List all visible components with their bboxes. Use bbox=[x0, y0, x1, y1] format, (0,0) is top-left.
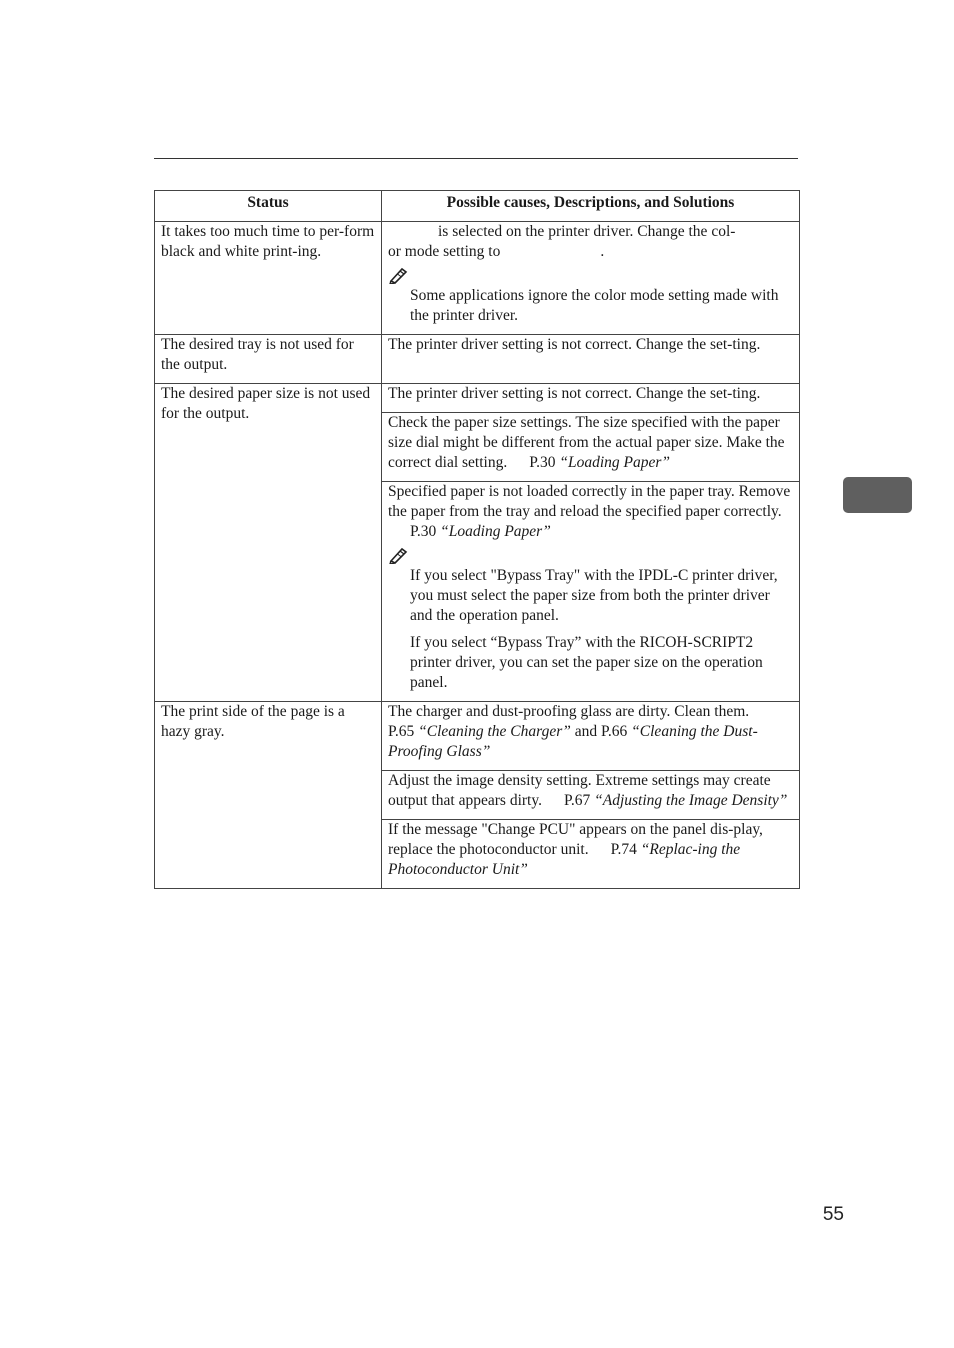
header-rule bbox=[154, 158, 798, 159]
status-text: It takes too much time to per-form black and white print-ing. bbox=[161, 223, 375, 260]
solution-cell bbox=[382, 820, 800, 889]
note-item: If you select “Bypass Tray” with the RICOH-SCRIPT2 printer driver, you can set the paper size on the operation panel. bbox=[410, 634, 763, 691]
status-text: The print side of the page is a hazy gray. bbox=[161, 703, 345, 740]
page-reference[interactable]: P.65 bbox=[388, 723, 415, 740]
solution-text: Specified paper is not loaded correctly in the paper tray. Remove the paper from the tray and reload the specified paper correctly.P.30 “Loading Paper” bbox=[388, 483, 791, 540]
note-pencil-icon bbox=[388, 546, 408, 564]
solution-cell bbox=[382, 702, 800, 771]
table-row bbox=[155, 335, 800, 384]
page-reference[interactable]: P.30 bbox=[529, 454, 556, 471]
table-header-row bbox=[155, 191, 800, 222]
reference-title[interactable]: “Replac-ing the Photoconductor Unit” bbox=[388, 841, 741, 878]
table-row bbox=[155, 702, 800, 771]
solution-text: The charger and dust-proofing glass are dirty. Clean them.P.65 “Cleaning the Charger” and P.66 “Cleaning the Dust-Proofing Glass” bbox=[388, 703, 758, 760]
status-column-header: Status bbox=[155, 191, 382, 222]
solution-text: If the message "Change PCU" appears on the panel dis-play, replace the photoconductor unit. P.74 “Replac-ing the Photoconductor Unit” bbox=[388, 821, 763, 878]
causes-column-header: Possible causes, Descriptions, and Solutions bbox=[382, 191, 800, 222]
table-row bbox=[155, 222, 800, 335]
note-block bbox=[388, 266, 793, 326]
note-item: If you select "Bypass Tray" with the IPDL-C printer driver, you must select the paper size from both the printer driver and the operation panel. bbox=[410, 567, 778, 624]
solution-cell bbox=[382, 384, 800, 413]
solution-text: Adjust the image density setting. Extreme settings may create output that appears dirty. P.67 “Adjusting the Image Density” bbox=[388, 772, 788, 809]
page-reference[interactable]: P.67 bbox=[563, 792, 591, 809]
reference-title[interactable]: “Cleaning the Dust-Proofing Glass” bbox=[388, 723, 758, 760]
page-reference[interactable]: P.74 bbox=[610, 841, 637, 858]
page-reference[interactable]: P.66 bbox=[601, 723, 628, 740]
page-reference[interactable]: P.30 bbox=[410, 523, 437, 540]
solution-text: The printer driver setting is not correct. Change the set-ting. bbox=[388, 385, 761, 402]
reference-title[interactable]: “Loading Paper” bbox=[559, 454, 671, 471]
note-block bbox=[388, 546, 793, 693]
status-text: The desired tray is not used for the output. bbox=[161, 336, 354, 373]
troubleshooting-table bbox=[154, 190, 800, 889]
status-cell bbox=[155, 222, 382, 335]
table-row bbox=[155, 384, 800, 413]
solution-cell bbox=[382, 771, 800, 820]
solution-cell bbox=[382, 413, 800, 482]
reference-title[interactable]: “Adjusting the Image Density” bbox=[594, 792, 788, 809]
solution-text: The printer driver setting is not correct. Change the set-ting. bbox=[388, 336, 761, 353]
status-text: The desired paper size is not used for the output. bbox=[161, 385, 371, 422]
chapter-thumb-tab bbox=[843, 477, 912, 513]
note-pencil-icon bbox=[388, 266, 408, 284]
solution-cell bbox=[382, 482, 800, 702]
reference-title[interactable]: “Cleaning the Charger” bbox=[418, 723, 571, 740]
solution-text: Check the paper size settings. The size specified with the paper size dial might be different from the actual paper size. Make the correct dial setting. P.30 “Loading Paper” bbox=[388, 414, 785, 471]
status-cell bbox=[155, 702, 382, 889]
page-number: 55 bbox=[822, 1204, 844, 1225]
solution-cell bbox=[382, 335, 800, 384]
status-cell bbox=[155, 384, 382, 702]
solution-text: is selected on the printer driver. Change the col- or mode setting to . bbox=[388, 223, 736, 260]
reference-title[interactable]: “Loading Paper” bbox=[440, 523, 551, 540]
note-item: Some applications ignore the color mode setting made with the printer driver. bbox=[410, 287, 779, 324]
status-cell bbox=[155, 335, 382, 384]
solution-cell bbox=[382, 222, 800, 335]
